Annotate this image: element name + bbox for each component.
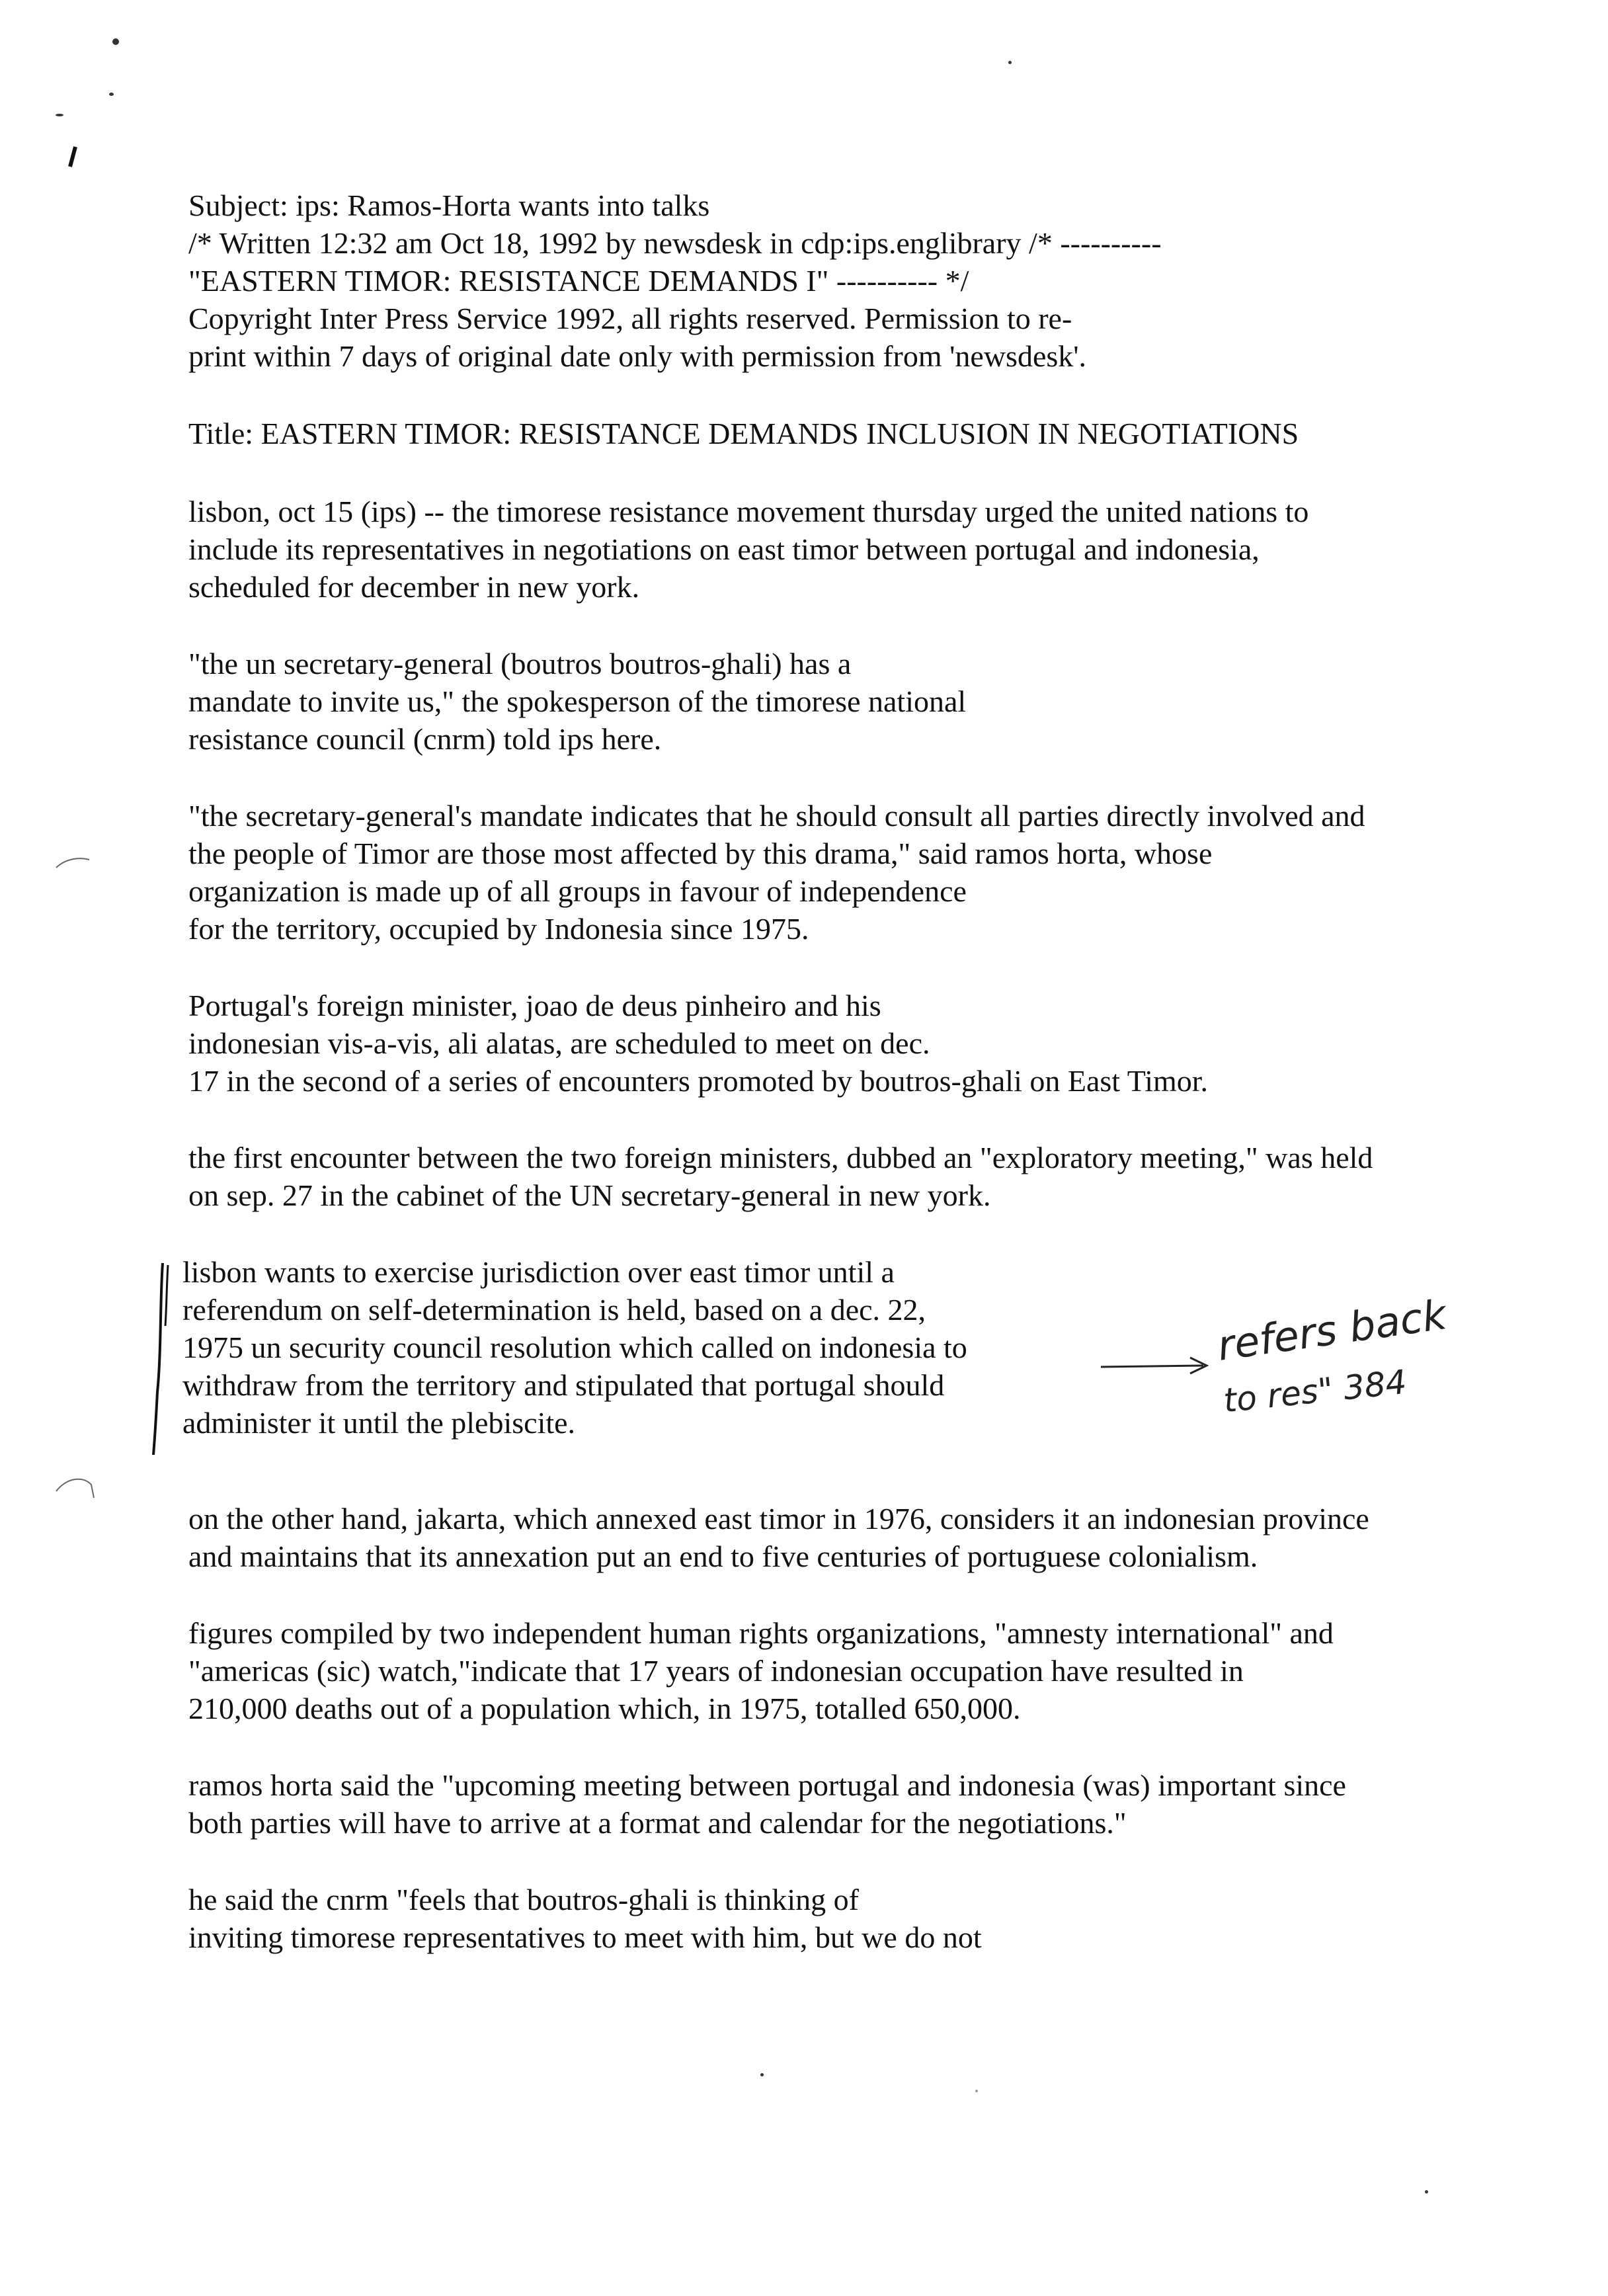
- paragraph-line: "the un secretary-general (boutros boutros-ghali) has a: [188, 647, 852, 680]
- paragraph-line: organization is made up of all groups in favour of independence: [188, 874, 967, 908]
- paragraph-line: mandate to invite us," the spokesperson of the timorese national: [188, 684, 967, 718]
- paragraph-line: referendum on self-determination is held, based on a dec. 22,: [182, 1293, 926, 1327]
- scan-speck: [109, 93, 114, 96]
- paragraph-line: administer it until the plebiscite.: [182, 1406, 576, 1440]
- handwritten-note-line-1: refers back: [1214, 1290, 1449, 1370]
- paragraph-line: the people of Timor are those most affected by this drama," said ramos horta, whose: [188, 837, 1213, 870]
- paragraph-line: Portugal's foreign minister, joao de deus pinheiro and his: [188, 989, 881, 1022]
- handwritten-note-line-2: to res" 384: [1221, 1362, 1409, 1420]
- paragraph-line: he said the cnrm "feels that boutros-ghali is thinking of: [188, 1883, 859, 1916]
- paragraph-line: 210,000 deaths out of a population which, in 1975, totalled 650,000.: [188, 1692, 1021, 1725]
- margin-curve-mark: [53, 1471, 99, 1511]
- paragraph-line: on the other hand, jakarta, which annexed east timor in 1976, considers it an indonesian province: [188, 1502, 1369, 1536]
- scan-speck: [1425, 2190, 1428, 2194]
- margin-curve-mark: [53, 853, 93, 873]
- paragraph-line: and maintains that its annexation put an end to five centuries of portuguese colonialism.: [188, 1539, 1258, 1573]
- paragraph-line: ramos horta said the "upcoming meeting between portugal and indonesia (was) important since: [188, 1768, 1346, 1802]
- paragraph-line: figures compiled by two independent human rights organizations, "amnesty international" and: [188, 1616, 1334, 1650]
- paragraph-line: withdraw from the territory and stipulated that portugal should: [182, 1368, 945, 1402]
- paragraph-line: lisbon, oct 15 (ips) -- the timorese resistance movement thursday urged the united nations to: [188, 495, 1309, 528]
- paragraph-line: resistance council (cnrm) told ips here.: [188, 722, 662, 756]
- paragraph-line: 17 in the second of a series of encounters promoted by boutros-ghali on East Timor.: [188, 1064, 1209, 1098]
- paragraph-line: include its representatives in negotiations on east timor between portugal and indonesia,: [188, 532, 1260, 566]
- scan-speck: [975, 2090, 978, 2092]
- scan-mark: [66, 144, 79, 171]
- paragraph-line: "the secretary-general's mandate indicates that he should consult all parties directly involved and: [188, 799, 1365, 833]
- scan-speck: [1008, 61, 1012, 64]
- subject-line: Subject: ips: Ramos-Horta wants into talks: [188, 188, 710, 222]
- margin-bracket-mark: [151, 1260, 177, 1458]
- scan-speck: [112, 38, 119, 45]
- scan-speck: [760, 2073, 764, 2076]
- arrow-icon: [1098, 1352, 1217, 1379]
- paragraph-line: for the territory, occupied by Indonesia since 1975.: [188, 912, 809, 946]
- paragraph-line: lisbon wants to exercise jurisdiction over east timor until a: [182, 1255, 895, 1289]
- paragraph-line: indonesian vis-a-vis, ali alatas, are scheduled to meet on dec.: [188, 1026, 930, 1060]
- written-line: /* Written 12:32 am Oct 18, 1992 by newsdesk in cdp:ips.englibrary /* ----------: [188, 226, 1162, 260]
- paragraph-line: both parties will have to arrive at a format and calendar for the negotiations.": [188, 1806, 1127, 1840]
- paragraph-line: the first encounter between the two foreign ministers, dubbed an "exploratory meeting," was held: [188, 1141, 1373, 1174]
- copyright-line-2: print within 7 days of original date only with permission from 'newsdesk'.: [188, 339, 1087, 373]
- paragraph-line: scheduled for december in new york.: [188, 570, 640, 604]
- copyright-line-1: Copyright Inter Press Service 1992, all rights reserved. Permission to re-: [188, 302, 1072, 335]
- paragraph-line: "americas (sic) watch,"indicate that 17 years of indonesian occupation have resulted in: [188, 1654, 1244, 1688]
- paragraph-line: on sep. 27 in the cabinet of the UN secretary-general in new york.: [188, 1178, 991, 1212]
- header-title-line: "EASTERN TIMOR: RESISTANCE DEMANDS I" ---------- */: [188, 264, 969, 298]
- scan-speck: [56, 114, 63, 116]
- paragraph-line: inviting timorese representatives to meet with him, but we do not: [188, 1920, 982, 1954]
- article-title: Title: EASTERN TIMOR: RESISTANCE DEMANDS INCLUSION IN NEGOTIATIONS: [188, 417, 1299, 450]
- paragraph-line: 1975 un security council resolution which called on indonesia to: [182, 1331, 967, 1364]
